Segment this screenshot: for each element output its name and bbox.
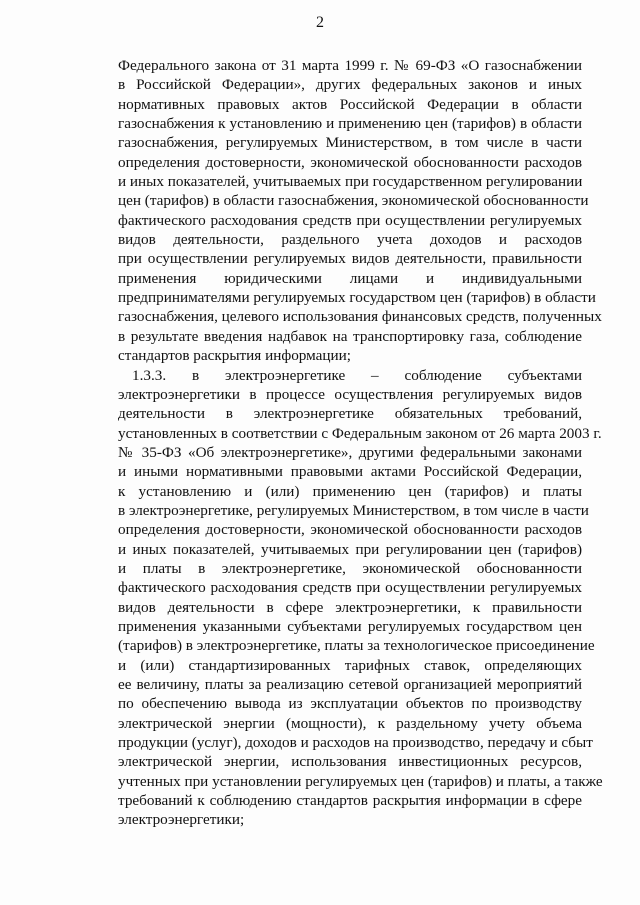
text-line: 1.3.3. в электроэнергетике – соблюдение субъектами bbox=[132, 366, 582, 384]
text-line: (тарифов) в электроэнергетике, платы за технологическое присоединение bbox=[118, 637, 595, 655]
text-line: при осуществлении регулируемых видов деятельности, правильности bbox=[118, 250, 582, 268]
text-line: в результате введения надбавок на транспортировку газа, соблюдение bbox=[118, 327, 582, 345]
text-line: и иными нормативными правовыми актами Российской Федерации, bbox=[118, 463, 582, 481]
text-line: требований к соблюдению стандартов раскрытия информации в сфере bbox=[118, 792, 582, 810]
text-line: в электроэнергетике, регулируемых Министерством, в том числе в части bbox=[118, 501, 589, 519]
text-line: электрической энергии (мощности), к раздельному учету объема bbox=[118, 714, 582, 732]
body-text bbox=[118, 56, 603, 830]
text-line: определения достоверности, экономической обоснованности расходов bbox=[118, 153, 582, 171]
text-line: цен (тарифов) в области газоснабжения, экономической обоснованности bbox=[118, 192, 589, 210]
text-line: электрической энергии, использования инвестиционных ресурсов, bbox=[118, 753, 582, 771]
text-line: и (или) стандартизированных тарифных ставок, определяющих bbox=[118, 656, 582, 674]
text-line: электроэнергетики в процессе осуществления регулируемых видов bbox=[118, 385, 582, 403]
text-line: газоснабжения, регулируемых Министерством, в том числе в части bbox=[118, 134, 582, 152]
text-line: применения указанными субъектами регулируемых государством цен bbox=[118, 617, 582, 635]
text-line: нормативных правовых актов Российской Федерации в области bbox=[118, 95, 582, 113]
text-line: фактического расходования средств при осуществлении регулируемых bbox=[118, 579, 582, 597]
text-line: учтенных при установлении регулируемых цен (тарифов) и платы, а также bbox=[118, 772, 603, 790]
text-line: определения достоверности, экономической обоснованности расходов bbox=[118, 521, 582, 539]
text-line: газоснабжения к установлению и применению цен (тарифов) в области bbox=[118, 115, 582, 133]
text-line: ее величину, платы за реализацию сетевой организацией мероприятий bbox=[118, 676, 582, 693]
text-line: видов деятельности в сфере электроэнергетики, к правильности bbox=[118, 598, 582, 616]
text-line: Федерального закона от 31 марта 1999 г. № 69-ФЗ «О газоснабжении bbox=[118, 57, 582, 74]
text-line: и иных показателей, учитываемых при государственном регулировании bbox=[118, 173, 583, 191]
text-line: продукции (услуг), доходов и расходов на производство, передачу и сбыт bbox=[118, 734, 593, 752]
text-line: № 35-ФЗ «Об электроэнергетике», другими федеральными законами bbox=[118, 443, 582, 461]
text-line: фактического расходования средств при осуществлении регулируемых bbox=[118, 211, 582, 229]
text-line: установленных в соответствии с Федеральным законом от 26 марта 2003 г. bbox=[118, 424, 602, 442]
text-line: электроэнергетики; bbox=[118, 811, 245, 829]
text-line: по обеспечению вывода из эксплуатации объектов по производству bbox=[118, 695, 582, 713]
text-line: и иных показателей, учитываемых при регулировании цен (тарифов) bbox=[118, 540, 582, 558]
page-number: 2 bbox=[316, 14, 324, 31]
text-line: и платы в электроэнергетике, экономической обоснованности bbox=[118, 559, 582, 577]
text-line: к установлению и (или) применению цен (тарифов) и платы bbox=[118, 482, 582, 500]
text-line: видов деятельности, раздельного учета доходов и расходов bbox=[118, 231, 582, 249]
text-line: деятельности в электроэнергетике обязательных требований, bbox=[118, 405, 582, 423]
text-line: газоснабжения, целевого использования финансовых средств, полученных bbox=[118, 308, 602, 326]
text-line: стандартов раскрытия информации; bbox=[118, 347, 351, 365]
text-line: применения юридическими лицами и индивидуальными bbox=[118, 269, 582, 287]
text-line: предпринимателями регулируемых государством цен (тарифов) в области bbox=[118, 289, 596, 307]
text-line: в Российской Федерации», других федеральных законов и иных bbox=[118, 76, 582, 94]
